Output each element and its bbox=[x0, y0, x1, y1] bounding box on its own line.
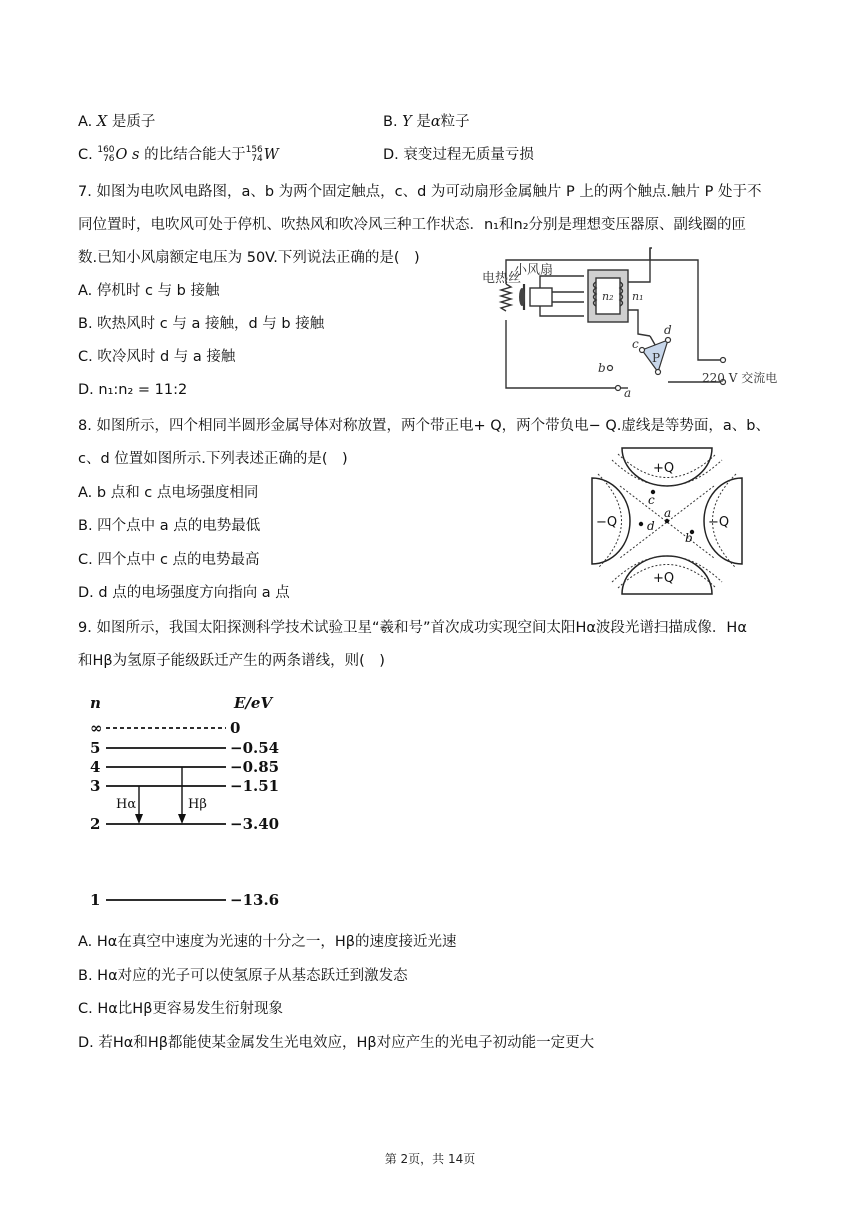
point-c-label: c bbox=[648, 493, 655, 507]
hair-dryer-circuit-figure bbox=[478, 240, 798, 400]
contact-a-label: a bbox=[624, 386, 632, 400]
level-energy-label: 0 bbox=[230, 719, 241, 737]
level-energy-label: −0.54 bbox=[230, 739, 280, 757]
q9-option-d: D. 若Hα和Hβ都能使某金属发生光电效应，Hβ对应产生的光电子初动能一定更大 bbox=[78, 1035, 595, 1051]
q7-stem-line3: 数.已知小风扇额定电压为 50V.下列说法正确的是( ) bbox=[78, 250, 420, 266]
q8-option-b: B. 四个点中 a 点的电势最低 bbox=[78, 518, 261, 534]
q8-option-c: C. 四个点中 c 点的电势最高 bbox=[78, 552, 260, 568]
level-energy-label: −13.6 bbox=[230, 891, 280, 909]
n1-label: n₁ bbox=[632, 290, 644, 303]
q9-option-a: A. Hα在真空中速度为光速的十分之一，Hβ的速度接近光速 bbox=[78, 934, 457, 950]
q7-option-c: C. 吹冷风时 d 与 a 接触 bbox=[78, 349, 236, 365]
bottom-charge-label: +Q bbox=[653, 571, 675, 586]
level-energy-label: −3.40 bbox=[230, 815, 280, 833]
q6-option-a: A. X 是质子 bbox=[78, 114, 156, 130]
q7-option-b: B. 吹热风时 c 与 a 接触，d 与 b 接触 bbox=[78, 316, 325, 332]
contact-b-label: b bbox=[598, 361, 606, 375]
level-n-label: 4 bbox=[90, 758, 101, 776]
level-energy-label: −1.51 bbox=[230, 777, 280, 795]
q7-stem-line1: 7. 如图为电吹风电路图，a、b 为两个固定触点，c、d 为可动扇形金属触片 P 上的两个触点.触片 P 处于不 bbox=[78, 184, 762, 200]
page-footer: 第 2页，共 14页 bbox=[384, 1152, 476, 1166]
semicircle-conductors-figure bbox=[590, 446, 744, 596]
q8-option-a: A. b 点和 c 点电场强度相同 bbox=[78, 485, 259, 501]
hydrogen-energy-level-diagram bbox=[84, 692, 304, 914]
contact-c-label: c bbox=[632, 337, 639, 351]
fan-label: 小风扇 bbox=[514, 263, 554, 278]
point-d bbox=[639, 522, 643, 526]
e-header: E/eV bbox=[234, 694, 273, 712]
q9-stem-line1: 9. 如图所示，我国太阳探测科学技术试验卫星“羲和号”首次成功实现空间太阳Hα波段光谱扫描成像．Hα bbox=[78, 620, 747, 636]
q8-stem-line2: c、d 位置如图所示.下列表述正确的是( ) bbox=[78, 451, 348, 467]
n-header: n bbox=[90, 694, 101, 712]
q6-option-c: C. 160 76 O s 的比结合能大于 156 74 W bbox=[78, 145, 279, 164]
fan-icon bbox=[519, 288, 525, 306]
nuclide-os: 160 76 bbox=[97, 145, 115, 164]
q7-stem-line2: 同位置时，电吹风可处于停机、吹热风和吹冷风三种工作状态．n₁和n₂分别是理想变压器原、副线圈的匝 bbox=[78, 217, 747, 233]
point-b-label: b bbox=[685, 531, 693, 545]
h-alpha-label: Hα bbox=[116, 797, 137, 812]
q6-option-d: D. 衰变过程无质量亏损 bbox=[383, 147, 534, 163]
p-label: P bbox=[652, 351, 661, 365]
level-n-label: 1 bbox=[90, 891, 101, 909]
q6-option-b: B. Y 是α粒子 bbox=[383, 114, 470, 130]
level-n-label: 3 bbox=[90, 777, 101, 795]
q7-option-a: A. 停机时 c 与 b 接触 bbox=[78, 283, 220, 299]
top-charge-label: +Q bbox=[653, 461, 675, 476]
level-n-label: ∞ bbox=[90, 719, 103, 737]
contact-d-label: d bbox=[664, 323, 672, 337]
supply-label: 220 V 交流电 bbox=[702, 371, 778, 385]
q9-option-c: C. Hα比Hβ更容易发生衍射现象 bbox=[78, 1001, 283, 1017]
q9-stem-line2: 和Hβ为氢原子能级跃迁产生的两条谱线，则( ) bbox=[78, 653, 385, 669]
nuclide-w: 156 74 bbox=[245, 145, 263, 164]
level-n-label: 5 bbox=[90, 739, 101, 757]
q7-option-d: D. n₁:n₂ = 11:2 bbox=[78, 382, 188, 398]
heater-label: 电热丝 bbox=[482, 271, 522, 286]
h-beta-label: Hβ bbox=[188, 797, 207, 812]
point-a-label: a bbox=[664, 506, 672, 520]
q8-stem-line1: 8. 如图所示，四个相同半圆形金属导体对称放置，两个带正电+ Q，两个带负电− Q.虚线是等势面，a、b、 bbox=[78, 418, 770, 434]
q8-option-d: D. d 点的电场强度方向指向 a 点 bbox=[78, 585, 290, 601]
level-n-label: 2 bbox=[90, 815, 101, 833]
q9-option-b: B. Hα对应的光子可以使氢原子从基态跃迁到激发态 bbox=[78, 968, 408, 984]
left-charge-label: −Q bbox=[596, 515, 618, 530]
n2-label: n₂ bbox=[602, 290, 614, 303]
point-d-label: d bbox=[647, 519, 655, 533]
right-charge-label: −Q bbox=[708, 515, 730, 530]
level-energy-label: −0.85 bbox=[230, 758, 280, 776]
